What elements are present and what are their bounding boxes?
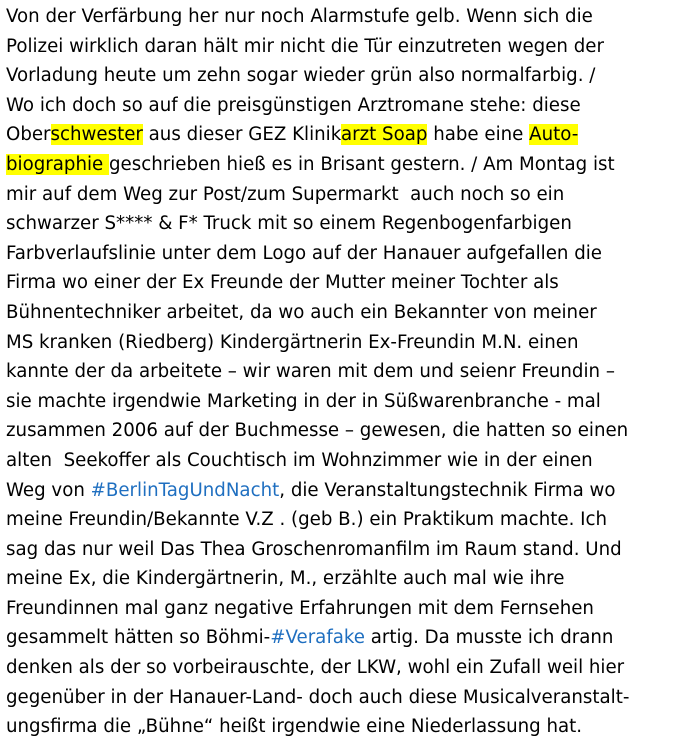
text-segment: mir auf dem Weg zur Post/zum Supermarkt auch noch so ein: [6, 183, 565, 205]
text-segment: denken als der so vorbeirauschte, der LKW, wohl ein Zufall weil hier: [6, 657, 625, 679]
document-body: [6, 2, 680, 742]
text-line: [6, 357, 680, 387]
highlighted-text: Auto-: [529, 124, 579, 146]
text-line: [6, 2, 680, 32]
text-segment: MS kranken (Riedberg) Kindergärtnerin Ex-Freundin M.N. einen: [6, 331, 579, 353]
text-line: [6, 32, 680, 62]
text-line: [6, 387, 680, 417]
text-segment: Vorladung heute um zehn sogar wieder grün also normalfarbig. /: [6, 65, 596, 87]
text-line: [6, 653, 680, 683]
text-line: [6, 120, 680, 150]
text-line: [6, 61, 680, 91]
text-line: [6, 268, 680, 298]
text-line: [6, 594, 680, 624]
text-segment: kannte der da arbeitete – wir waren mit dem und seienr Freundin –: [6, 361, 615, 383]
text-segment: alten Seekoffer als Couchtisch im Wohnzimmer wie in der einen: [6, 449, 593, 471]
text-line: [6, 328, 680, 358]
text-line: [6, 298, 680, 328]
text-segment: Freundinnen mal ganz negative Erfahrungen mit dem Fernsehen: [6, 597, 594, 619]
text-segment: ungsfirma die „Bühne“ heißt irgendwie eine Niederlassung hat.: [6, 716, 583, 738]
text-line: [6, 446, 680, 476]
text-segment: Von der Verfärbung her nur noch Alarmstufe gelb. Wenn sich die: [6, 6, 593, 27]
highlighted-text: biographie: [6, 153, 109, 175]
highlighted-text: schwester: [50, 124, 143, 146]
text-line: [6, 683, 680, 713]
text-segment: Firma wo einer der Ex Freunde der Mutter meiner Tochter als: [6, 272, 559, 294]
text-segment: schwarzer S**** & F* Truck mit so einem Regenbogenfarbigen: [6, 213, 572, 235]
text-segment: sag das nur weil Das Thea Groschenromanfilm im Raum stand. Und: [6, 538, 622, 560]
hashtag-link[interactable]: #Verafake: [270, 627, 365, 649]
text-segment: Wo ich doch so auf die preisgünstigen Arztromane stehe: diese: [6, 94, 581, 116]
text-line: [6, 535, 680, 565]
text-line: [6, 209, 680, 239]
text-segment: sie machte irgendwie Marketing in der in Süßwarenbranche - mal: [6, 390, 601, 412]
text-segment: Polizei wirklich daran hält mir nicht die Tür einzutreten wegen der: [6, 35, 604, 57]
text-segment: artig. Da musste ich drann: [364, 627, 614, 649]
text-line: [6, 505, 680, 535]
text-line: [6, 623, 680, 653]
text-line: [6, 476, 680, 506]
hashtag-link[interactable]: #BerlinTagUndNacht: [90, 479, 280, 501]
text-segment: meine Freundin/Bekannte V.Z . (geb B.) ein Praktikum machte. Ich: [6, 509, 608, 531]
text-segment: habe eine: [427, 124, 530, 146]
text-segment: zusammen 2006 auf der Buchmesse – gewesen, die hatten so einen: [6, 420, 629, 442]
text-segment: Bühnentechniker arbeitet, da wo auch ein Bekannter von meiner: [6, 301, 597, 323]
text-line: [6, 239, 680, 269]
text-segment: meine Ex, die Kindergärtnerin, M., erzählte auch mal wie ihre: [6, 568, 565, 590]
highlighted-text: arzt Soap: [340, 124, 428, 146]
text-line: [6, 416, 680, 446]
text-line: [6, 712, 680, 742]
text-segment: , die Veranstaltungstechnik Firma wo: [279, 479, 616, 501]
text-segment: Farbverlaufslinie unter dem Logo auf der Hanauer aufgefallen die: [6, 242, 602, 264]
text-segment: geschrieben hieß es in Brisant gestern. / Am Montag ist: [109, 153, 615, 175]
text-segment: gesammelt hätten so Böhmi-: [6, 627, 271, 649]
text-segment: Weg von: [6, 479, 91, 501]
text-segment: gegenüber in der Hanauer-Land- doch auch diese Musicalveranstalt-: [6, 686, 630, 708]
text-line: [6, 150, 680, 180]
text-line: [6, 564, 680, 594]
text-line: [6, 91, 680, 121]
text-segment: aus dieser GEZ Klinik: [142, 124, 341, 146]
text-line: [6, 180, 680, 210]
text-segment: Ober: [6, 124, 51, 146]
